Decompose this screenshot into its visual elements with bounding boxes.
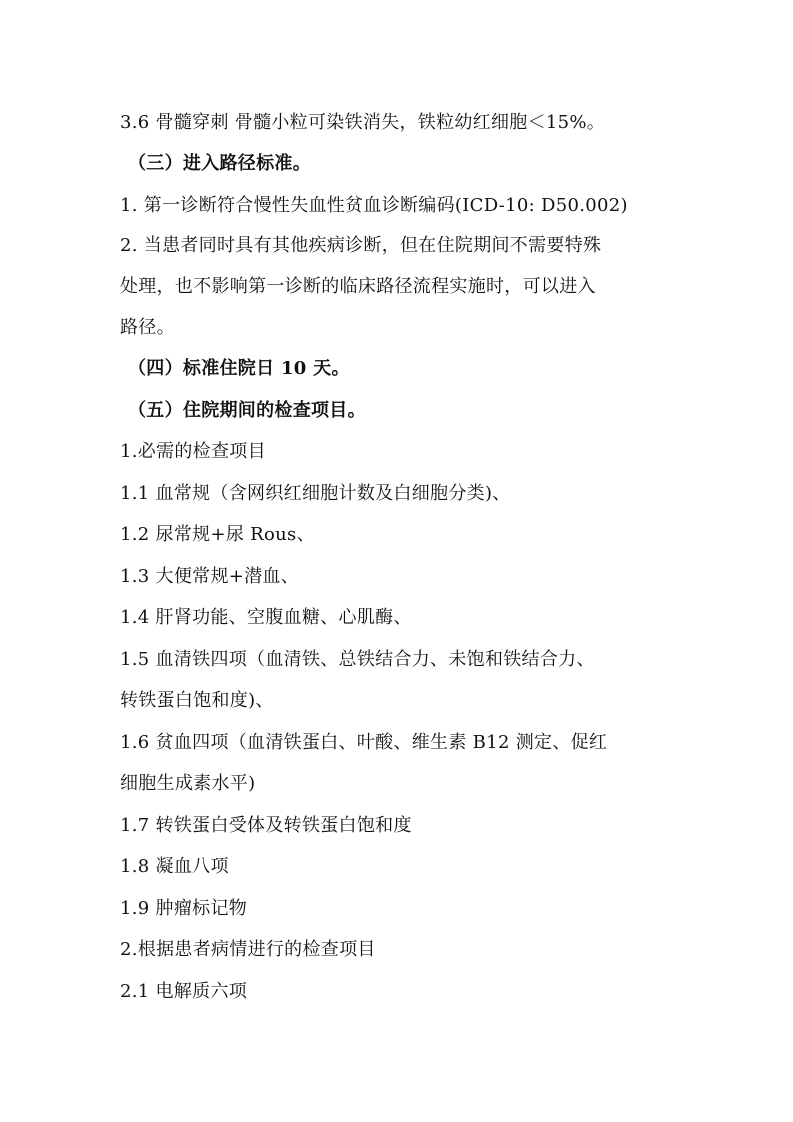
section-heading-hospital-days: （四）标准住院日 10 天。 [128, 358, 350, 379]
text-line-other-diseases-cont: 处理，也不影响第一诊断的临床路径流程实施时，可以进入 [120, 276, 596, 297]
text-line-required-exams: 1.必需的检查项目 [120, 441, 266, 462]
text-line-pathway: 路径。 [120, 317, 175, 338]
text-line-stool-routine: 1.3 大便常规+潜血、 [120, 566, 300, 587]
text-line-tumor-markers: 1.9 肿瘤标记物 [120, 898, 248, 919]
text-line-optional-exams: 2.根据患者病情进行的检查项目 [120, 939, 376, 960]
text-line-anemia-four-cont: 细胞生成素水平) [120, 773, 256, 794]
text-line-transferrin-receptor: 1.7 转铁蛋白受体及转铁蛋白饱和度 [120, 815, 412, 836]
section-heading-pathway-criteria: （三）进入路径标准。 [128, 153, 311, 174]
text-line-blood-routine: 1.1 血常规（含网织红细胞计数及白细胞分类)、 [120, 483, 511, 504]
text-line-urine-routine: 1.2 尿常规+尿 Rous、 [120, 524, 315, 545]
text-line-coagulation: 1.8 凝血八项 [120, 856, 229, 877]
text-line-anemia-four: 1.6 贫血四项（血清铁蛋白、叶酸、维生素 B12 测定、促红 [120, 732, 608, 753]
section-heading-exam-items: （五）住院期间的检查项目。 [128, 400, 366, 421]
text-line-serum-iron-cont: 转铁蛋白饱和度)、 [120, 690, 274, 711]
text-line-other-diseases: 2. 当患者同时具有其他疾病诊断，但在住院期间不需要特殊 [120, 235, 602, 256]
text-line-electrolytes: 2.1 电解质六项 [120, 981, 248, 1002]
text-line-liver-kidney: 1.4 肝肾功能、空腹血糖、心肌酶、 [120, 607, 412, 628]
text-line-bone-marrow: 3.6 骨髓穿刺 骨髓小粒可染铁消失，铁粒幼红细胞＜15%。 [120, 112, 606, 133]
text-line-serum-iron: 1.5 血清铁四项（血清铁、总铁结合力、未饱和铁结合力、 [120, 649, 595, 670]
text-line-first-diagnosis: 1. 第一诊断符合慢性失血性贫血诊断编码(ICD-10: D50.002) [120, 195, 628, 216]
